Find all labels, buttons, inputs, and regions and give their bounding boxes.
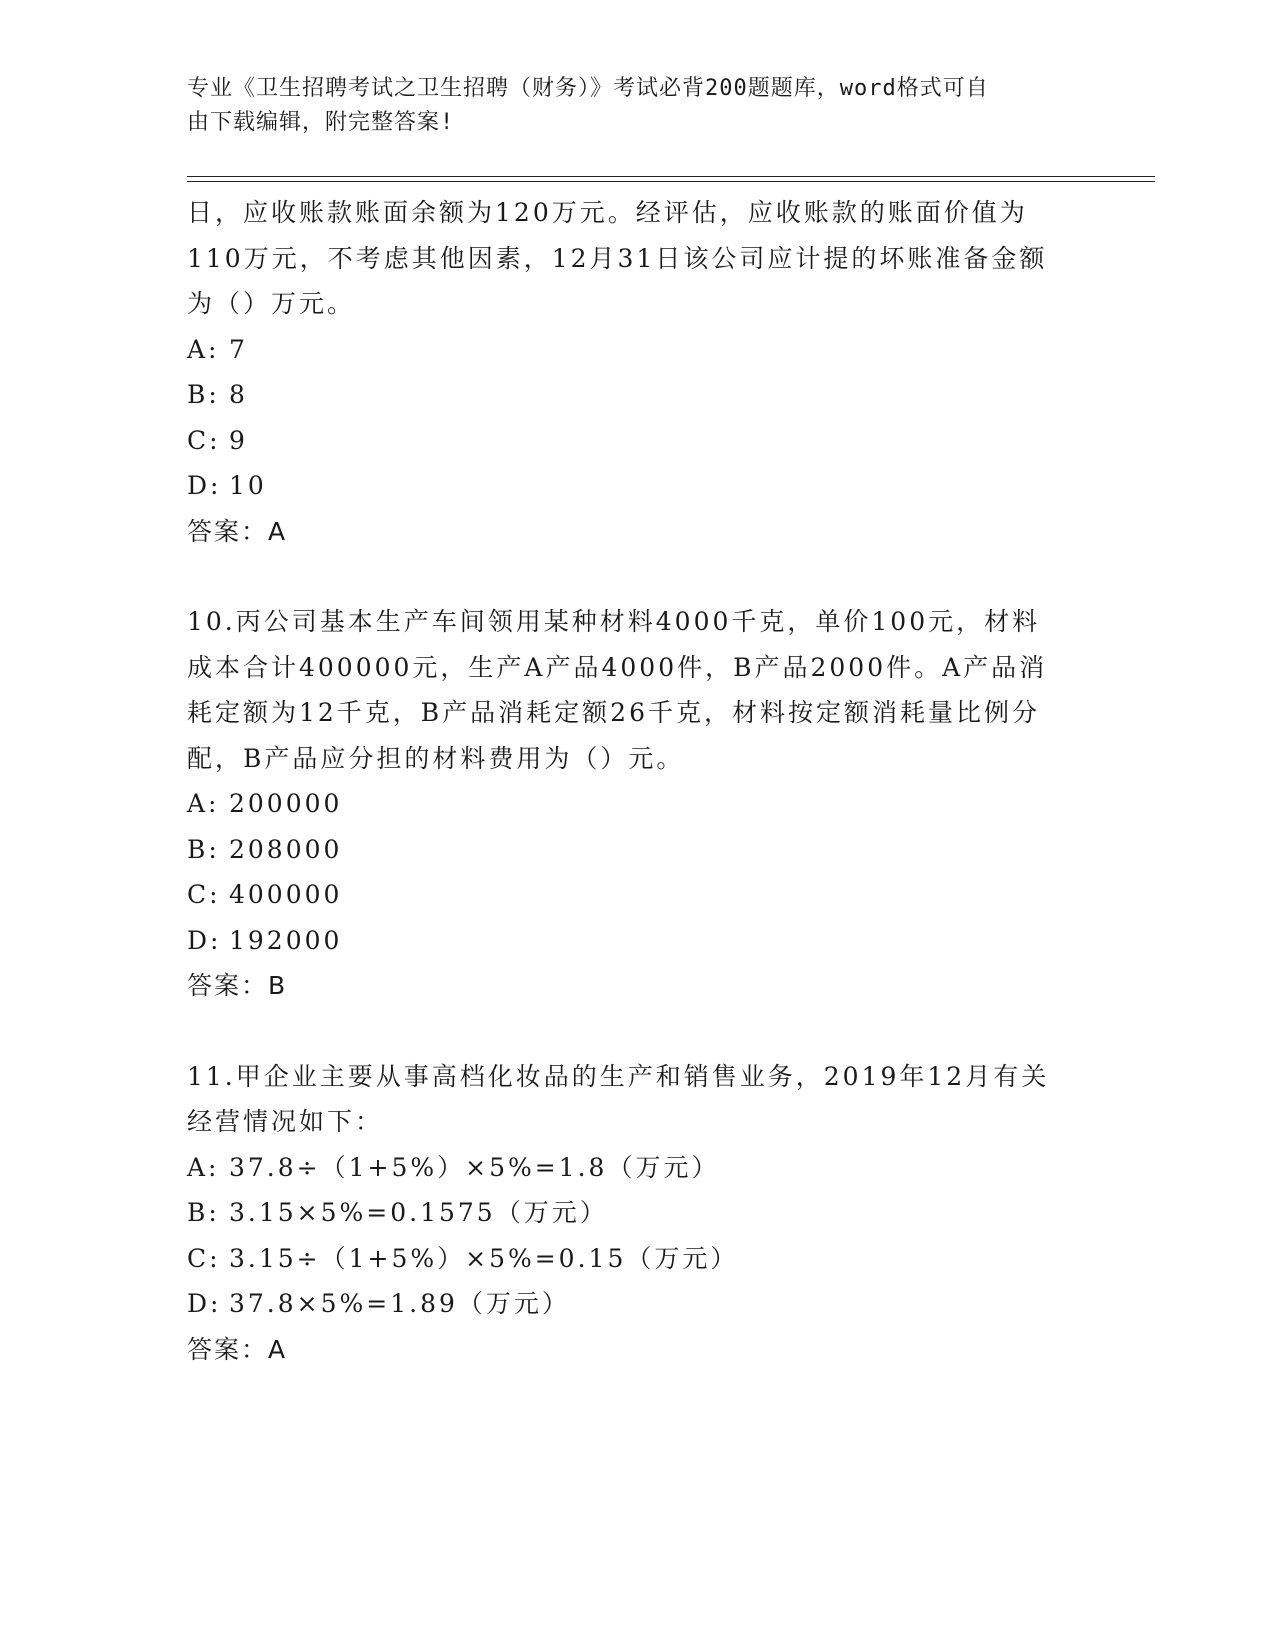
option-letter: A: (187, 334, 220, 364)
question-text-line: 为（）万元。 (187, 289, 356, 318)
option-d (187, 463, 1087, 509)
document-header (187, 72, 1067, 140)
header-line-2: 由下载编辑，附完整答案! (187, 110, 455, 135)
option-b (187, 1190, 1087, 1236)
option-text: 208000 (229, 834, 343, 864)
option-letter: A: (187, 789, 220, 818)
option-text: 10 (229, 471, 267, 500)
option-a (187, 781, 1087, 827)
question-text-line: 配，B产品应分担的材料费用为（）元。 (187, 743, 685, 773)
answer-text: 答案：A (187, 516, 288, 546)
header-line-1: 专业《卫生招聘考试之卫生招聘（财务）》考试必背200题题库，word格式可自 (187, 76, 989, 101)
option-text: 37.8×5%=1.89（万元） (229, 1289, 570, 1318)
option-letter: D: (187, 471, 222, 500)
option-d (187, 1281, 1087, 1327)
question-text-line: 10.丙公司基本生产车间领用某种材料4000千克，单价100元，材料 (187, 607, 1041, 636)
question-11 (187, 1054, 1087, 1373)
option-c (187, 1236, 1087, 1282)
option-letter: D: (187, 925, 222, 955)
option-text: 8 (229, 380, 248, 409)
option-text: 400000 (229, 880, 343, 909)
question-text-line: 110万元，不考虑其他因素，12月31日该公司应计提的坏账准备金额 (187, 243, 1048, 273)
option-d (187, 918, 1087, 964)
option-letter: C: (187, 425, 221, 455)
option-b (187, 372, 1087, 418)
option-a (187, 327, 1087, 373)
option-letter: D: (187, 1289, 222, 1318)
option-text: 37.8÷（1+5%）×5%=1.8（万元） (229, 1152, 720, 1182)
option-c (187, 872, 1087, 918)
option-letter: B: (187, 380, 220, 409)
option-c (187, 418, 1087, 464)
option-text: 3.15×5%=0.1575（万元） (229, 1198, 608, 1227)
spacer (187, 554, 1087, 599)
spacer (187, 1009, 1087, 1054)
header-divider-top (187, 176, 1155, 177)
question-text-line: 耗定额为12千克，B产品消耗定额26千克，材料按定额消耗量比例分 (187, 698, 1040, 727)
answer-text: 答案：A (187, 1334, 288, 1364)
question-text-line: 成本合计400000元，生产A产品4000件，B产品2000件。A产品消 (187, 652, 1048, 682)
answer-text: 答案：B (187, 971, 288, 1000)
option-text: 7 (229, 334, 248, 364)
question-9 (187, 190, 1087, 554)
document-body (187, 190, 1087, 1372)
option-letter: C: (187, 880, 221, 909)
option-text: 200000 (229, 789, 343, 818)
option-text: 192000 (229, 925, 343, 955)
option-letter: A: (187, 1152, 220, 1182)
option-a (187, 1145, 1087, 1191)
question-text-line: 日，应收账款账面余额为120万元。经评估，应收账款的账面价值为 (187, 198, 1028, 227)
question-text-line: 11.甲企业主要从事高档化妆品的生产和销售业务，2019年12月有关 (187, 1061, 1050, 1091)
question-10 (187, 599, 1087, 1009)
option-b (187, 827, 1087, 873)
option-text: 3.15÷（1+5%）×5%=0.15（万元） (229, 1243, 739, 1273)
option-letter: C: (187, 1243, 221, 1273)
option-text: 9 (229, 425, 248, 455)
option-letter: B: (187, 834, 220, 864)
header-divider-bottom (187, 181, 1155, 182)
option-letter: B: (187, 1198, 220, 1227)
question-text-line: 经营情况如下： (187, 1107, 384, 1136)
